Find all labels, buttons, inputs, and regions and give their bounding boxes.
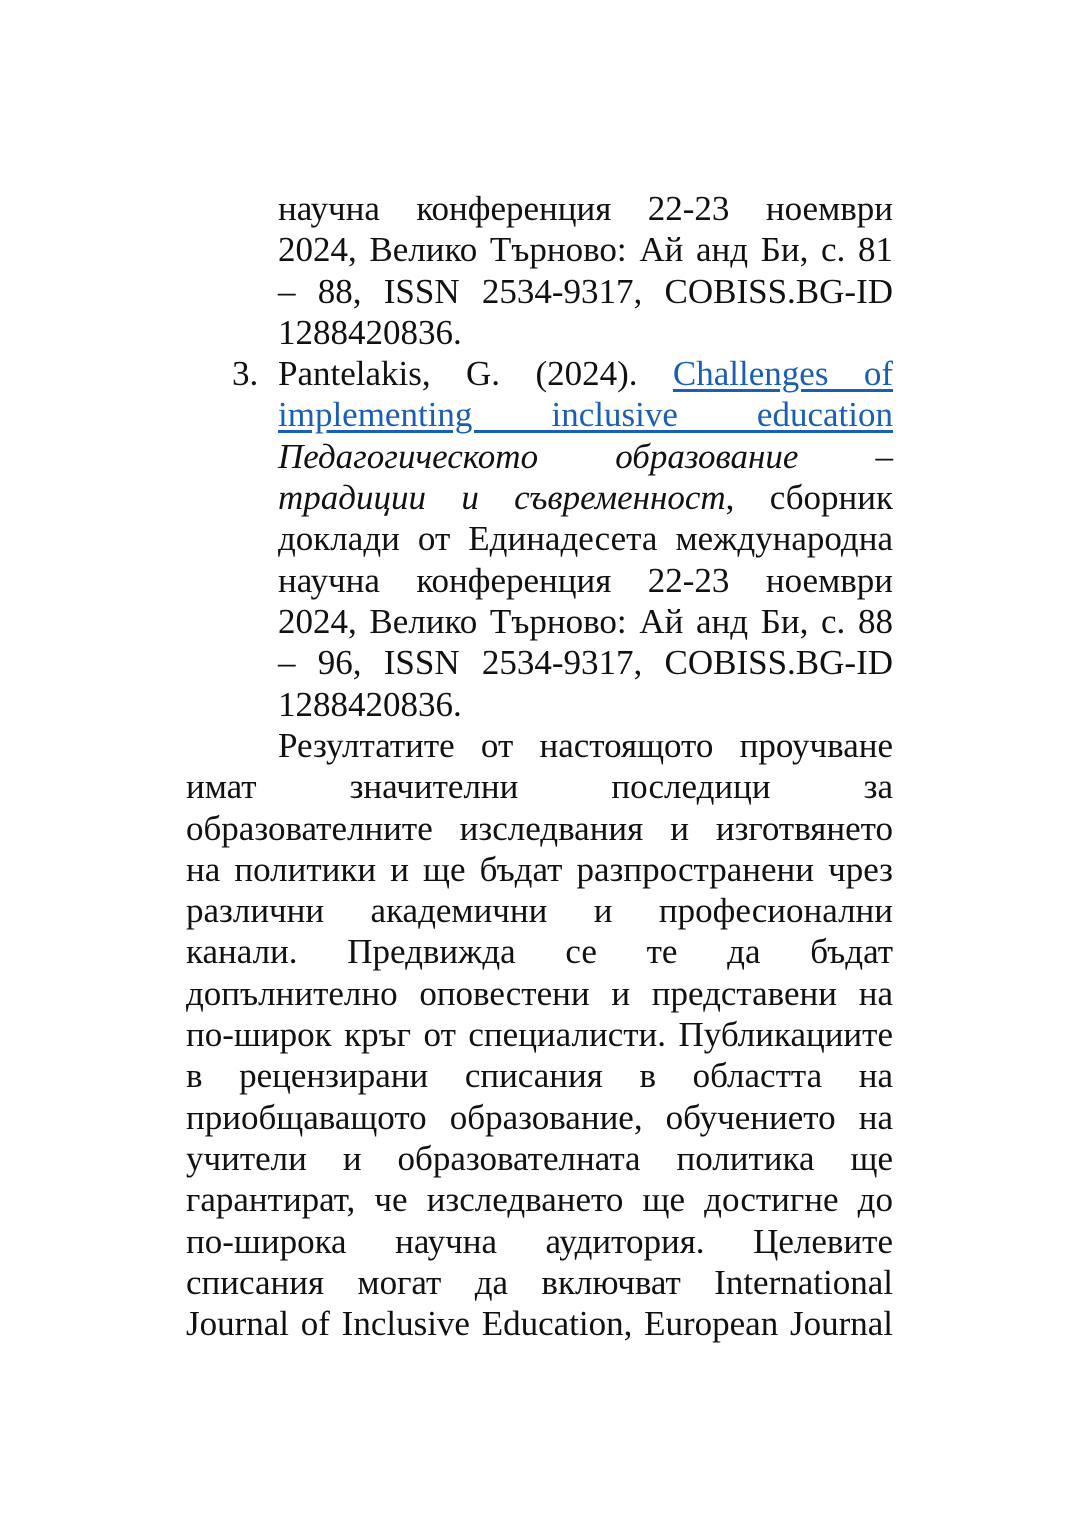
reference-title-link[interactable]: implementing inclusive education [278,395,893,435]
paragraph-line: канали. Предвижда се те да бъдат [186,932,893,972]
paragraph-line: учители и образователната политика ще [186,1138,893,1178]
reference-line [278,477,893,518]
reference-line: 1288420836. [278,684,462,724]
reference-line [278,394,893,435]
reference-book-title-suffix: , сборник [725,478,893,518]
reference-item-2-tail [278,188,893,353]
paragraph-line: Journal of Inclusive Education, European Journal [186,1304,893,1344]
reference-line: – 96, ISSN 2534-9317, COBISS.BG-ID [278,643,893,683]
reference-title-link[interactable]: Challenges of [672,354,893,394]
reference-list [232,188,893,725]
reference-author-year: Pantelakis, G. (2024). [278,354,638,394]
paragraph-line: гарантират, че изследването ще достигне до [186,1180,893,1220]
reference-line: 2024, Велико Търново: Ай анд Би, с. 88 [278,601,893,641]
paragraph-line: допълнително оповестени и представени на [186,973,893,1013]
paragraph-line: на политики и ще бъдат разпространени чрез [186,849,893,889]
reference-line: научна конференция 22-23 ноември [278,189,893,228]
paragraph-line: имат значителни последици за [186,767,893,807]
reference-line: 2024, Велико Търново: Ай анд Би, с. 81 [278,230,893,270]
paragraph-line: Резултатите от настоящото проучване [278,726,893,765]
paragraph-line: образователните изследвания и изготвянето [186,808,893,848]
reference-line: 1288420836. [278,312,462,352]
reference-line: научна конференция 22-23 ноември [278,560,893,600]
paragraph-line: списания могат да включват International [186,1262,893,1302]
paragraph-line: приобщаващото образование, обучението на [186,1097,893,1137]
paragraph-line: по-широк кръг от специалисти. Публикациите [186,1015,893,1055]
reference-book-title: Педагогическото образование – [278,436,893,476]
reference-line [278,353,893,394]
body-paragraph [186,725,893,1344]
paragraph-line: по-широка научна аудитория. Целевите [186,1221,893,1261]
paragraph-line: в рецензирани списания в областта на [186,1056,893,1096]
paragraph-line: различни академични и професионални [186,891,893,931]
reference-line: – 88, ISSN 2534-9317, COBISS.BG-ID [278,271,893,311]
reference-number: 3. [232,354,259,394]
reference-book-title: традиции и съвременност [278,478,726,518]
reference-item-3 [232,353,893,725]
reference-line: доклади от Единадесета международна [278,519,893,559]
